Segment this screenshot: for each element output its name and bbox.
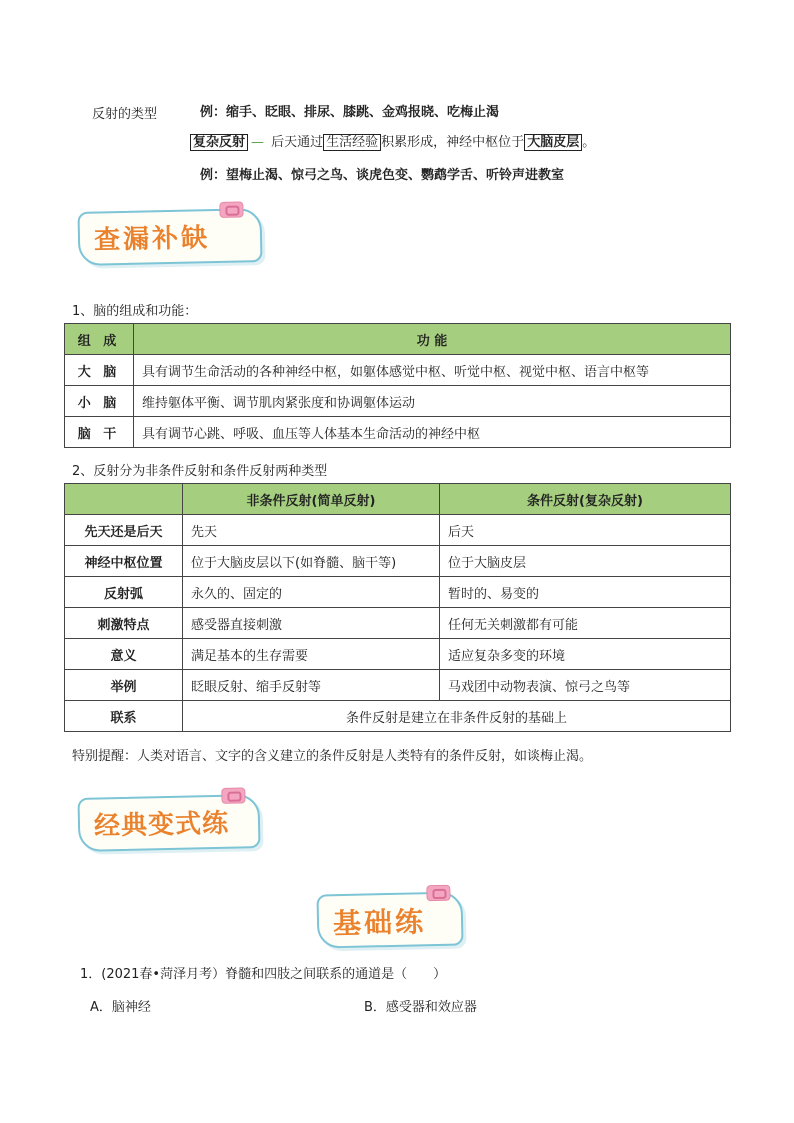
brain-part-cell: 大 脑: [65, 355, 134, 386]
brain-header-part: 组 成: [65, 324, 134, 355]
conditioned-cell: 后天: [440, 515, 731, 546]
complex-key-life-experience: 生活经验: [323, 134, 381, 151]
complex-desc-2: 积累形成，神经中枢位于: [381, 135, 525, 150]
simple-reflex-example: 例：缩手、眨眼、排尿、膝跳、金鸡报晓、吃梅止渴: [200, 105, 500, 120]
paperclip-icon: [426, 885, 450, 901]
table-row: [65, 608, 731, 639]
banner-basic-practice-text: 基础练: [332, 905, 427, 941]
table-row: [65, 639, 731, 670]
complex-reflex-name: 复杂反射: [190, 134, 248, 151]
reflex-header-conditioned: 条件反射(复杂反射): [440, 484, 731, 515]
special-reminder-note: 特别提醒：人类对语言、文字的含义建立的条件反射是人类特有的条件反射，如谈梅止渴。: [72, 749, 593, 764]
brain-part-cell: 小 脑: [65, 386, 134, 417]
unconditioned-cell: 眨眼反射、缩手反射等: [183, 670, 440, 701]
brain-function-cell: 具有调节心跳、呼吸、血压等人体基本生命活动的神经中枢: [134, 417, 731, 448]
table-row: [65, 701, 731, 732]
banner-basic-practice: [316, 891, 463, 948]
complex-desc-1: 后天通过: [267, 135, 324, 150]
conditioned-cell: 马戏团中动物表演、惊弓之鸟等: [440, 670, 731, 701]
table-row: [65, 546, 731, 577]
table-row: [65, 355, 731, 386]
table-row: [65, 577, 731, 608]
reflex-row-label: 神经中枢位置: [65, 546, 183, 577]
brain-function-cell: 具有调节生命活动的各种神经中枢，如躯体感觉中枢、听觉中枢、视觉中枢、语言中枢等: [134, 355, 731, 386]
table-row: [65, 417, 731, 448]
reflex-row-label: 反射弧: [65, 577, 183, 608]
reflex-row-label: 举例: [65, 670, 183, 701]
conditioned-cell: 位于大脑皮层: [440, 546, 731, 577]
banner-check-gaps-text: 查漏补缺: [93, 223, 211, 256]
unconditioned-cell: 位于大脑皮层以下(如脊髓、脑干等): [183, 546, 440, 577]
reflex-header-unconditioned: 非条件反射(简单反射): [183, 484, 440, 515]
banner-check-gaps: [77, 208, 262, 266]
reflex-type-label: 反射的类型: [92, 107, 158, 122]
reflex-row-label: 刺激特点: [65, 608, 183, 639]
reflex-row-label: 意义: [65, 639, 183, 670]
option-b[interactable]: B．感受器和效应器: [364, 1000, 477, 1015]
banner-classic-variants: [77, 794, 260, 852]
complex-reflex-example: 例：望梅止渴、惊弓之鸟、谈虎色变、鹦鹉学舌、听铃声进教室: [200, 168, 565, 183]
reflex-link-text: 条件反射是建立在非条件反射的基础上: [183, 701, 731, 732]
question-stem: 1．(2021春•菏泽月考）脊髓和四肢之间联系的通道是（ ）: [80, 967, 447, 982]
brain-part-cell: 脑 干: [65, 417, 134, 448]
brain-header-function: 功 能: [134, 324, 731, 355]
brain-table: [64, 323, 731, 448]
table-row: [65, 386, 731, 417]
unconditioned-cell: 先天: [183, 515, 440, 546]
paperclip-icon: [219, 201, 243, 217]
conditioned-cell: 任何无关刺激都有可能: [440, 608, 731, 639]
complex-key-cortex: 大脑皮层: [524, 134, 582, 151]
unconditioned-cell: 永久的、固定的: [183, 577, 440, 608]
conditioned-cell: 暂时的、易变的: [440, 577, 731, 608]
unconditioned-cell: 满足基本的生存需要: [183, 639, 440, 670]
brain-table-header: [65, 324, 731, 355]
reflex-section-heading: 2、反射分为非条件反射和条件反射两种类型: [72, 464, 328, 479]
reflex-table-header: [65, 484, 731, 515]
brain-section-heading: 1、脑的组成和功能：: [72, 304, 198, 319]
reflex-link-label: 联系: [65, 701, 183, 732]
table-row: [65, 670, 731, 701]
reflex-table: [64, 483, 731, 732]
paperclip-icon: [221, 787, 245, 803]
reflex-header-blank: [65, 484, 183, 515]
complex-desc-3: 。: [582, 135, 596, 150]
unconditioned-cell: 感受器直接刺激: [183, 608, 440, 639]
option-a[interactable]: A．脑神经: [90, 1000, 151, 1015]
conditioned-cell: 适应复杂多变的环境: [440, 639, 731, 670]
banner-classic-variants-text: 经典变式练: [93, 808, 230, 842]
complex-reflex-dash: —: [251, 135, 265, 150]
brain-function-cell: 维持躯体平衡、调节肌肉紧张度和协调躯体运动: [134, 386, 731, 417]
complex-reflex-line: [190, 131, 595, 150]
reflex-row-label: 先天还是后天: [65, 515, 183, 546]
table-row: [65, 515, 731, 546]
